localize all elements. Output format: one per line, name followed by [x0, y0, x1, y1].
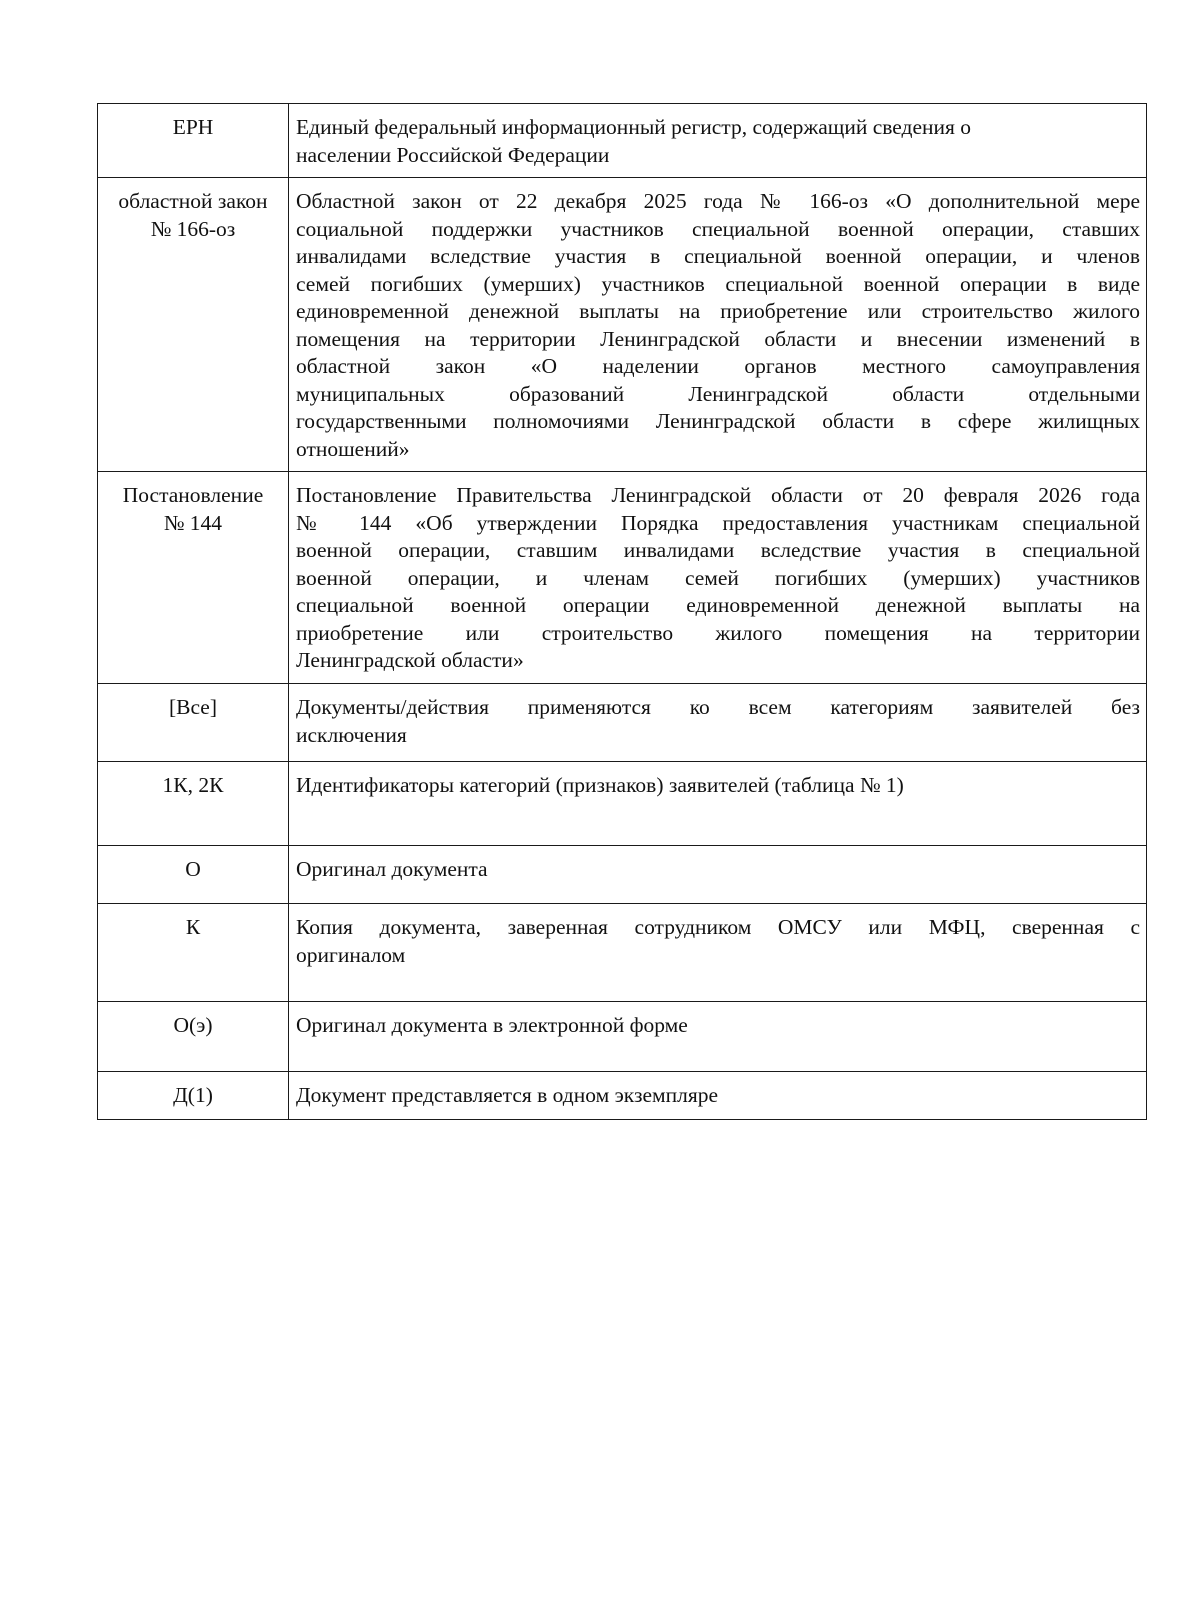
- definition-cell: [289, 762, 1147, 846]
- definition-line: населении Российской Федерации: [296, 142, 610, 167]
- term-text: ЕРН: [172, 115, 214, 139]
- definition-cell: [289, 1002, 1147, 1072]
- definition-cell: [289, 1072, 1147, 1120]
- definition-line: семей погибших (умерших) участников специальной военной операции в виде: [296, 271, 1140, 296]
- term-text: Д(1): [173, 1083, 213, 1107]
- definition-line: Постановление Правительства Ленинградской области от 20 февраля 2026 года: [296, 483, 1140, 507]
- term-cell: [98, 684, 289, 762]
- definition-line: Оригинал документа в электронной форме: [296, 1013, 688, 1037]
- term-text: О: [185, 857, 201, 881]
- term-text: Постановление: [122, 483, 264, 507]
- abbreviations-table: [97, 103, 1147, 1120]
- definition-line: Оригинал документа: [296, 857, 488, 881]
- table-row: [98, 178, 1147, 472]
- definition-line: военной операции, ставшим инвалидами вследствие участия в специальной: [296, 538, 1140, 562]
- definition-line: Единый федеральный информационный регистр, содержащий сведения о: [296, 115, 972, 139]
- definition-cell: [289, 472, 1147, 684]
- term-cell: [98, 1072, 289, 1120]
- definition-line: социальной поддержки участников специальной военной операции, ставших: [296, 216, 1140, 241]
- table-row: [98, 104, 1147, 178]
- definition-line: Копия документа, заверенная сотрудником ОМСУ или МФЦ, сверенная с: [296, 915, 1140, 939]
- term-text: областной закон: [118, 189, 268, 213]
- table-row: [98, 762, 1147, 846]
- definition-line: единовременной денежной выплаты на приобретение или строительство жилого: [296, 299, 1140, 323]
- definition-cell: [289, 904, 1147, 1002]
- term-cell: [98, 762, 289, 846]
- definition-line: помещения на территории Ленинградской области и внесении изменений в: [296, 326, 1140, 351]
- term-text: № 166-оз: [150, 216, 236, 241]
- table-row: [98, 684, 1147, 762]
- term-cell: [98, 104, 289, 178]
- definition-cell: [289, 684, 1147, 762]
- table-row: [98, 1072, 1147, 1120]
- definition-line: № 144 «Об утверждении Порядка предоставления участникам специальной: [296, 510, 1140, 535]
- term-text: № 144: [163, 510, 223, 535]
- definition-line: муниципальных образований Ленинградской области отдельными: [296, 381, 1140, 406]
- term-cell: [98, 904, 289, 1002]
- definition-line: государственными полномочиями Ленинградской области в сфере жилищных: [296, 409, 1140, 433]
- definition-line: областной закон «О наделении органов местного самоуправления: [296, 354, 1140, 378]
- table-row: [98, 904, 1147, 1002]
- definition-cell: [289, 104, 1147, 178]
- definition-line: Документ представляется в одном экземпляре: [296, 1083, 719, 1107]
- term-cell: [98, 846, 289, 904]
- term-text: [Все]: [168, 695, 217, 719]
- definition-line: инвалидами вследствие участия в специальной военной операции, и членов: [296, 244, 1140, 268]
- definition-line: военной операции, и членам семей погибших (умерших) участников: [296, 565, 1140, 590]
- definition-cell: [289, 846, 1147, 904]
- term-text: О(э): [173, 1013, 213, 1037]
- definition-line: приобретение или строительство жилого помещения на территории: [296, 620, 1140, 645]
- table-row: [98, 846, 1147, 904]
- definition-line: Идентификаторы категорий (признаков) заявителей (таблица № 1): [296, 773, 904, 797]
- definition-cell: [289, 178, 1147, 472]
- definition-line: Ленинградской области»: [296, 648, 524, 672]
- table-row: [98, 472, 1147, 684]
- term-cell: [98, 472, 289, 684]
- definition-line: Документы/действия применяются ко всем категориям заявителей без: [296, 695, 1140, 719]
- term-cell: [98, 1002, 289, 1072]
- definition-line: отношений»: [296, 436, 410, 461]
- term-text: 1К, 2К: [162, 773, 224, 797]
- definition-line: Областной закон от 22 декабря 2025 года № 166-оз «О дополнительной мере: [296, 189, 1140, 213]
- definition-line: оригиналом: [296, 942, 406, 967]
- definition-line: исключения: [296, 722, 407, 747]
- table-row: [98, 1002, 1147, 1072]
- definition-line: специальной военной операции единовременной денежной выплаты на: [296, 593, 1140, 617]
- term-text: К: [185, 915, 201, 939]
- term-cell: [98, 178, 289, 472]
